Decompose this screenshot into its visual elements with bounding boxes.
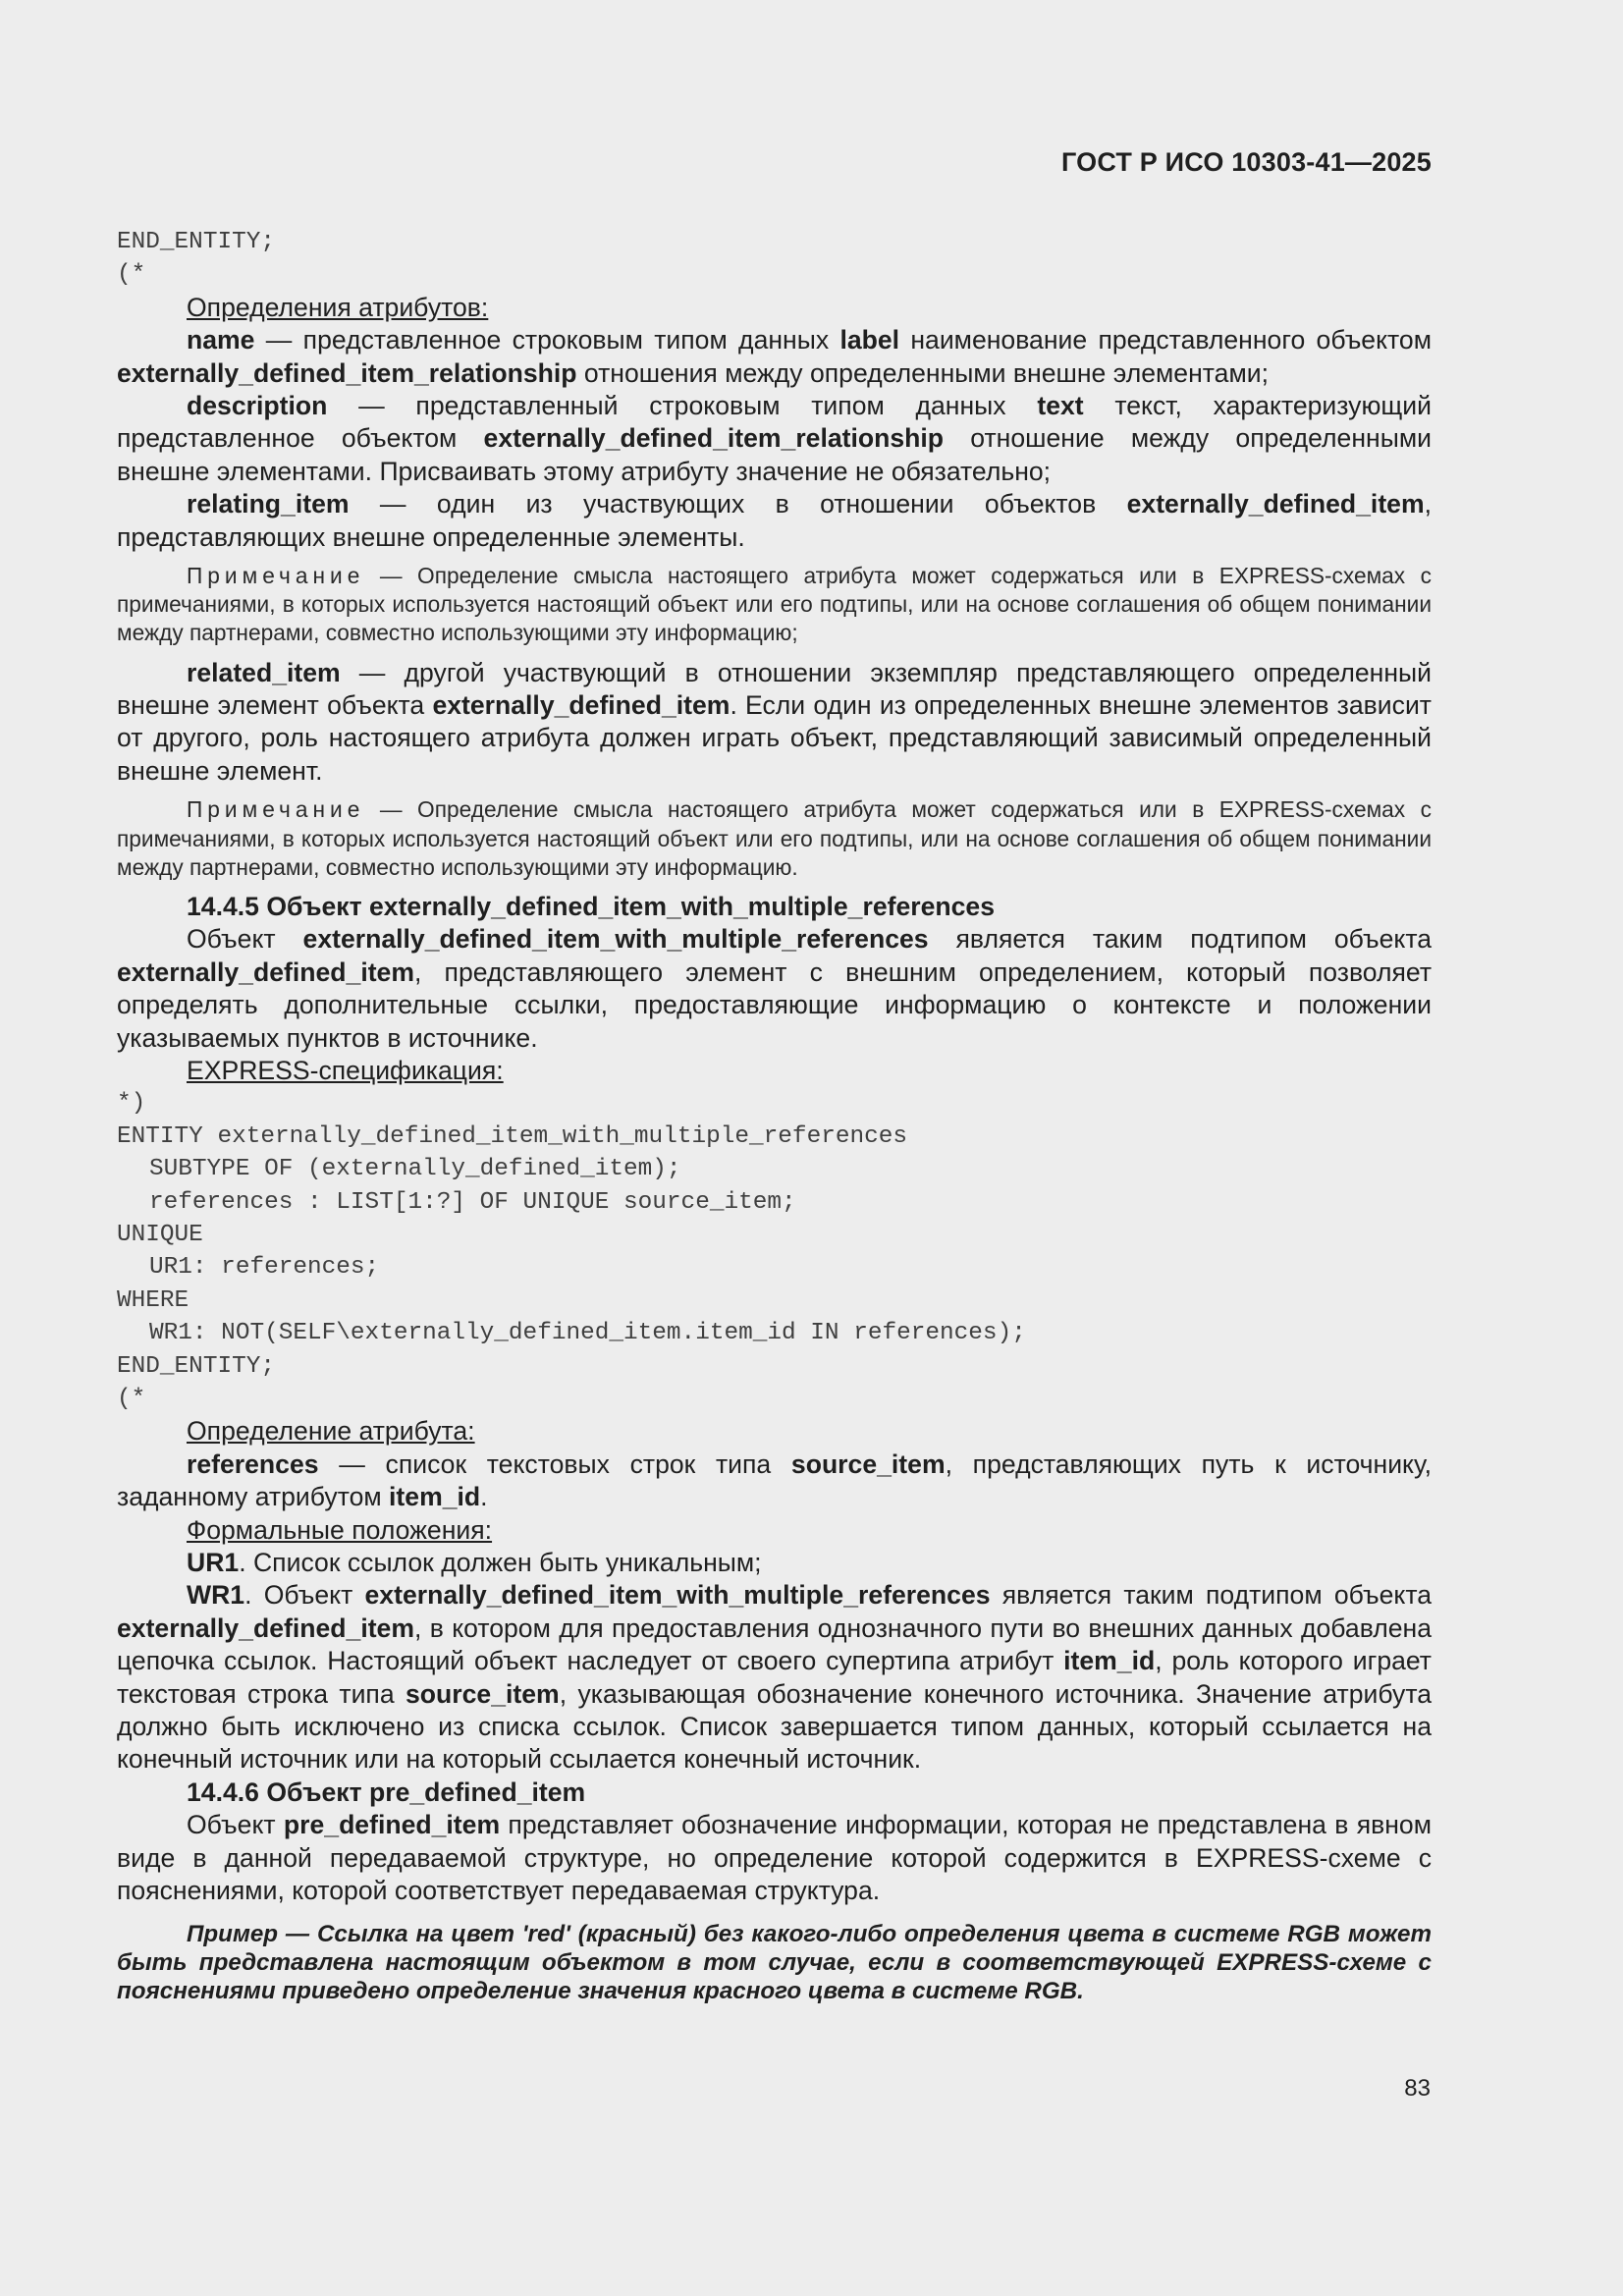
note-paragraph: Примечание — Определение смысла настоящего атрибута может содержаться или в EXPRESS-схемах с примечаниями, в которых используется настоящий объект или его подтипы, или на основе соглашения об общем понимании между партнерами, совместно использующими эту информацию. [117, 796, 1432, 880]
code-line: ENTITY externally_defined_item_with_multiple_references [117, 1122, 908, 1150]
wr1-paragraph: WR1. Объект externally_defined_item_with_multiple_references является таким подтипом объекта externally_defined_item, в котором для предоставления однозначного пути во внешних данных добавлена цепочка ссылок. Настоящий объект наследует от своего супертипа атрибут item_id, роль которого играет текстовая строка типа source_item, указывающая обозначение конечного источника. Значение атрибута должно быть исключено из списка ссылок. Список завершается типом данных, который ссылается на конечный источник или на который ссылается конечный источник. [117, 1580, 1432, 1775]
page-number: 83 [1404, 2075, 1431, 2102]
document-header: ГОСТ Р ИСО 10303-41—2025 [1061, 147, 1432, 177]
code-line: (* [117, 1386, 146, 1412]
code-line: WHERE [117, 1286, 189, 1314]
relating-item-paragraph: relating_item — один из участвующих в отношении объектов externally_defined_item, представляющих внешне определенные элементы. [117, 489, 1432, 552]
code-line: (* [117, 261, 146, 289]
code-line: END_ENTITY; [117, 1352, 276, 1380]
section-14-4-5-paragraph: Объект externally_defined_item_with_multiple_references является таким подтипом объекта externally_defined_item, представляющего элемент с внешним определением, который позволяет определять дополнительные ссылки, предоставляющие информацию о контексте и положении указываемых пунктов в источнике. [117, 924, 1432, 1053]
section-heading-14-4-5: 14.4.5 Объект externally_defined_item_with_multiple_references [187, 891, 996, 921]
code-line: UR1: references; [149, 1254, 380, 1282]
code-line: WR1: NOT(SELF\externally_defined_item.item_id IN references); [149, 1320, 1026, 1347]
references-attribute-paragraph: references — список текстовых строк типа source_item, представляющих путь к источнику, заданному атрибутом item_id. [117, 1449, 1433, 1512]
page-content [117, 226, 1432, 2029]
example-paragraph: Пример — Ссылка на цвет 'red' (красный) без какого-либо определения цвета в системе RGB может быть представлена настоящим объектом в том случае, если в соответствующей EXPRESS-схеме с пояснениями приведено определение значения красного цвета в системе RGB. [117, 1920, 1432, 2004]
code-line: SUBTYPE OF (externally_defined_item); [149, 1156, 681, 1183]
express-spec-label: EXPRESS-спецификация: [187, 1055, 504, 1085]
code-line: *) [117, 1090, 146, 1118]
attribute-definition-label: Определение атрибута: [187, 1416, 475, 1447]
description-attribute-paragraph: description — представленный строковым типом данных text текст, характеризующий представленное объектом externally_defined_item_relationship отношение между определенными внешне элементами. Присваивать этому атрибуту значение не обязательно; [117, 391, 1432, 486]
code-line: END_ENTITY; [117, 229, 276, 255]
section-14-4-6-paragraph: Объект pre_defined_item представляет обозначение информации, которая не представлена в явном виде в данной передаваемой структуре, но определение которой содержится в EXPRESS-схеме с пояснениями, которой соответствует передаваемая структура. [117, 1810, 1432, 1906]
section-heading-14-4-6: 14.4.6 Объект pre_defined_item [187, 1777, 586, 1807]
name-attribute-paragraph: name — представленное строковым типом данных label наименование представленного объектом externally_defined_item_relationship отношения между определенными внешне элементами; [117, 325, 1432, 388]
code-line: UNIQUE [117, 1221, 203, 1248]
related-item-paragraph: related_item — другой участвующий в отношении экземпляр представляющего определенный внешне элемент объекта externally_defined_item. Если один из определенных внешне элементов зависит от другого, роль настоящего атрибута должен играть объект, представляющий зависимый определенный внешне элемент. [117, 657, 1432, 786]
note-paragraph: Примечание — Определение смысла настоящего атрибута может содержаться или в EXPRESS-схемах с примечаниями, в которых используется настоящий объект или его подтипы, или на основе соглашения об общем понимании между партнерами, совместно использующими эту информацию; [117, 563, 1432, 646]
attribute-definitions-label: Определения атрибутов: [187, 292, 489, 322]
ur1-paragraph: UR1. Список ссылок должен быть уникальным; [187, 1548, 762, 1578]
code-line: references : LIST[1:?] OF UNIQUE source_item; [149, 1188, 796, 1216]
express-code-block [117, 1087, 1432, 1415]
formal-propositions-label: Формальные положения: [187, 1514, 493, 1545]
